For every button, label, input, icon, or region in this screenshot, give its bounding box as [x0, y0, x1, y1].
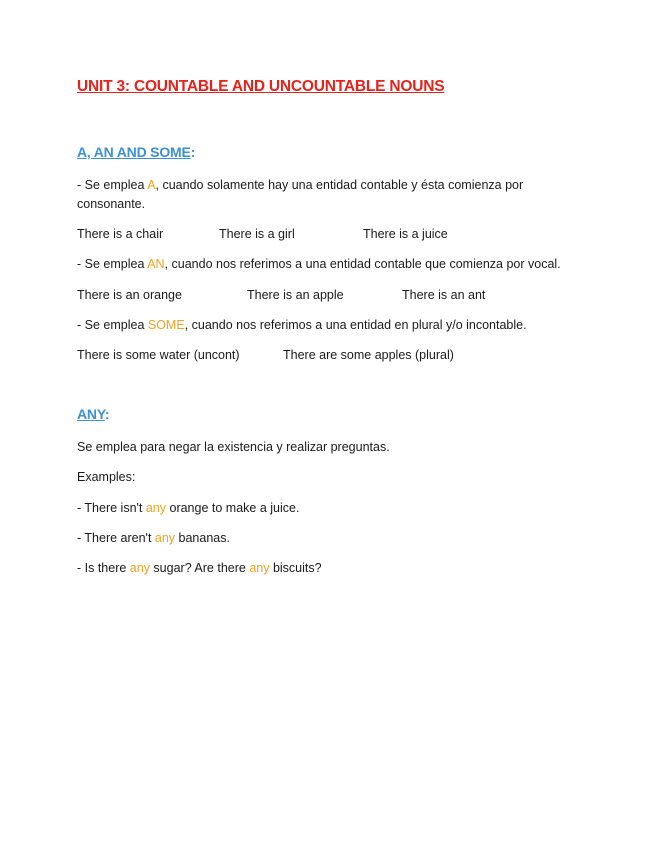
examples-a-row [77, 225, 577, 244]
any-example-3-mid: sugar? Are there [149, 561, 250, 575]
section-heading-colon: : [190, 144, 196, 160]
rule-an-pre: - Se emplea [77, 257, 148, 271]
section-heading-any-text: ANY [77, 406, 105, 422]
example-an-3: There is an ant [402, 288, 486, 302]
any-example-3-post: biscuits? [269, 561, 322, 575]
any-example-1-post: orange to make a juice. [166, 501, 300, 515]
rule-some-highlight: SOME [147, 318, 185, 332]
rule-an [77, 255, 561, 274]
any-description: Se emplea para negar la existencia y realizar preguntas. [77, 440, 390, 454]
any-example-3-highlight-2: any [249, 561, 270, 575]
any-example-1-highlight: any [145, 501, 167, 515]
any-example-2 [77, 529, 230, 548]
rule-some-post: , cuando nos referimos a una entidad en plural y/o incontable. [184, 318, 527, 332]
section-heading-any-colon: : [104, 406, 110, 422]
rule-a [77, 176, 547, 214]
rule-a-pre: - Se emplea [77, 178, 148, 192]
section-heading-a-an-some [77, 144, 195, 160]
section-heading-text: A, AN AND SOME [77, 144, 191, 160]
page-title: UNIT 3: COUNTABLE AND UNCOUNTABLE NOUNS [77, 78, 445, 95]
rule-an-post: , cuando nos referimos a una entidad contable que comienza por vocal. [164, 257, 561, 271]
rule-a-highlight: A [147, 178, 156, 192]
examples-label: Examples: [77, 470, 136, 484]
examples-an-row [77, 286, 577, 305]
any-example-2-highlight: any [154, 531, 176, 545]
any-example-3 [77, 559, 322, 578]
rule-a-post: , cuando solamente hay una entidad contable y ésta comienza por consonante. [77, 178, 524, 211]
section-heading-any [77, 406, 109, 422]
example-a-2: There is a girl [219, 227, 295, 241]
example-an-1: There is an orange [77, 288, 182, 302]
any-example-2-pre: - There aren't [77, 531, 155, 545]
example-an-2: There is an apple [247, 288, 344, 302]
rule-some [77, 316, 527, 335]
rule-some-pre: - Se emplea [77, 318, 148, 332]
example-some-2: There are some apples (plural) [283, 348, 454, 362]
example-a-1: There is a chair [77, 227, 164, 241]
any-example-1 [77, 499, 299, 518]
examples-some-row [77, 346, 577, 365]
any-example-3-highlight-1: any [129, 561, 150, 575]
any-example-3-pre: - Is there [77, 561, 130, 575]
any-example-2-post: bananas. [175, 531, 230, 545]
any-example-1-pre: - There isn't [77, 501, 146, 515]
rule-an-highlight: AN [147, 257, 165, 271]
example-some-1: There is some water (uncont) [77, 348, 240, 362]
example-a-3: There is a juice [363, 227, 448, 241]
